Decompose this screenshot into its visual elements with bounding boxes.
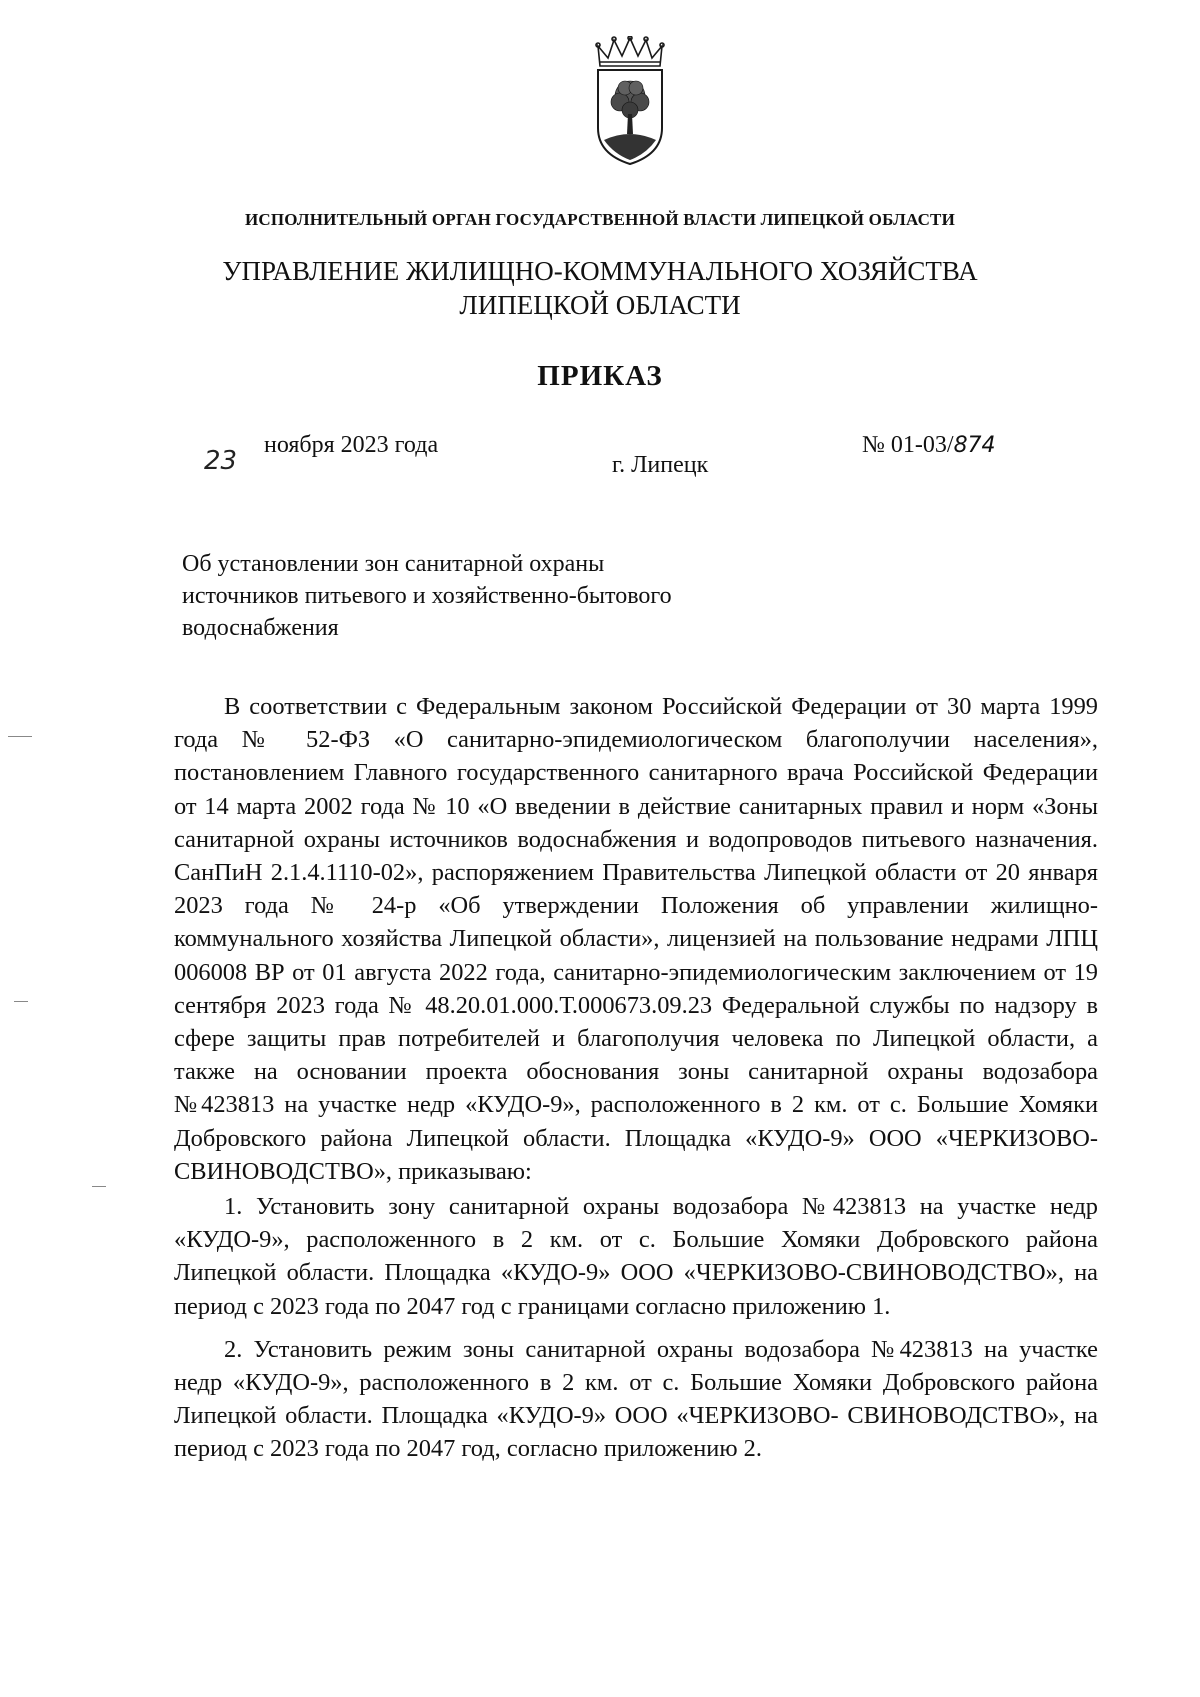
scan-artifact — [14, 1001, 28, 1002]
handwritten-number: 874 — [953, 433, 996, 458]
department-name-line: ЛИПЕЦКОЙ ОБЛАСТИ — [459, 290, 741, 320]
coat-of-arms-icon — [592, 36, 668, 166]
issuing-authority: ИСПОЛНИТЕЛЬНЫЙ ОРГАН ГОСУДАРСТВЕННОЙ ВЛАСТИ ЛИПЕЦКОЙ ОБЛАСТИ — [244, 210, 956, 229]
document-body — [174, 690, 1098, 1466]
document-type: ПРИКАЗ — [537, 360, 663, 392]
department-name — [0, 254, 1200, 322]
document-number-prefix: № 01-03/ — [862, 432, 954, 458]
scan-artifact — [92, 1186, 106, 1187]
document-date: ноября 2023 года — [264, 432, 439, 458]
order-item-2: 2. Установить режим зоны санитарной охраны водозабора №423813 на участке недр «КУДО-9», расположенного в 2 км. от с. Большие Хомяки Добровского района Липецкой области. Площадка «КУДО-9» ООО «ЧЕРКИЗОВО- СВИНОВОДСТВО», на период с 2023 года по 2047 год, согласно приложению 2. — [174, 1335, 1098, 1463]
preamble-paragraph: В соответствии с Федеральным законом Российской Федерации от 30 марта 1999 года № 52-ФЗ «О санитарно-эпидемиологическом благополучии населения», постановлением Главного государственного санитарного врача Российской Федерации от 14 марта 2002 года № 10 «О введении в действие санитарных правил и норм «Зоны санитарной охраны источников водоснабжения и водопроводов питьевого назначения. СанПиН 2.1.4.1110-02», распоряжением Правительства Липецкой области от 20 января 2023 года № 24-р «Об утверждении Положения об управлении жилищно-коммунального хозяйства Липецкой области», лицензией на пользование недрами ЛПЦ 006008 ВР от 01 августа 2022 года, санитарно-эпидемиологическим заключением от 19 сентября 2023 года № 48.20.01.000.Т.000673.09.23 Федеральной службы по надзору в сфере защиты прав потребителей и благополучия человека по Липецкой области, а также на основании проекта обоснования зоны санитарной охраны водозабора №423813 на участке недр «КУДО-9», расположенного в 2 км. от с. Большие Хомяки Добровского района Липецкой области. Площадка «КУДО-9» ООО «ЧЕРКИЗОВО- СВИНОВОДСТВО», приказываю: — [174, 693, 1098, 1185]
document-subject — [182, 548, 672, 644]
document-number — [862, 432, 996, 459]
document-city: г. Липецк — [612, 452, 709, 478]
subject-line: Об установлении зон санитарной охраны — [182, 551, 605, 577]
order-item-1: 1. Установить зону санитарной охраны водозабора №423813 на участке недр «КУДО-9», расположенного в 2 км. от с. Большие Хомяки Добровского района Липецкой области. Площадка «КУДО-9» ООО «ЧЕРКИЗОВО-СВИНОВОДСТВО», на период с 2023 года по 2047 год с границами согласно приложению 1. — [174, 1193, 1098, 1320]
subject-line: источников питьевого и хозяйственно-бытового — [182, 583, 672, 609]
department-name-line: УПРАВЛЕНИЕ ЖИЛИЩНО-КОММУНАЛЬНОГО ХОЗЯЙСТВА — [222, 256, 978, 286]
handwritten-day: 23 — [204, 446, 238, 476]
scan-artifact — [8, 736, 32, 737]
subject-line: водоснабжения — [182, 615, 339, 641]
